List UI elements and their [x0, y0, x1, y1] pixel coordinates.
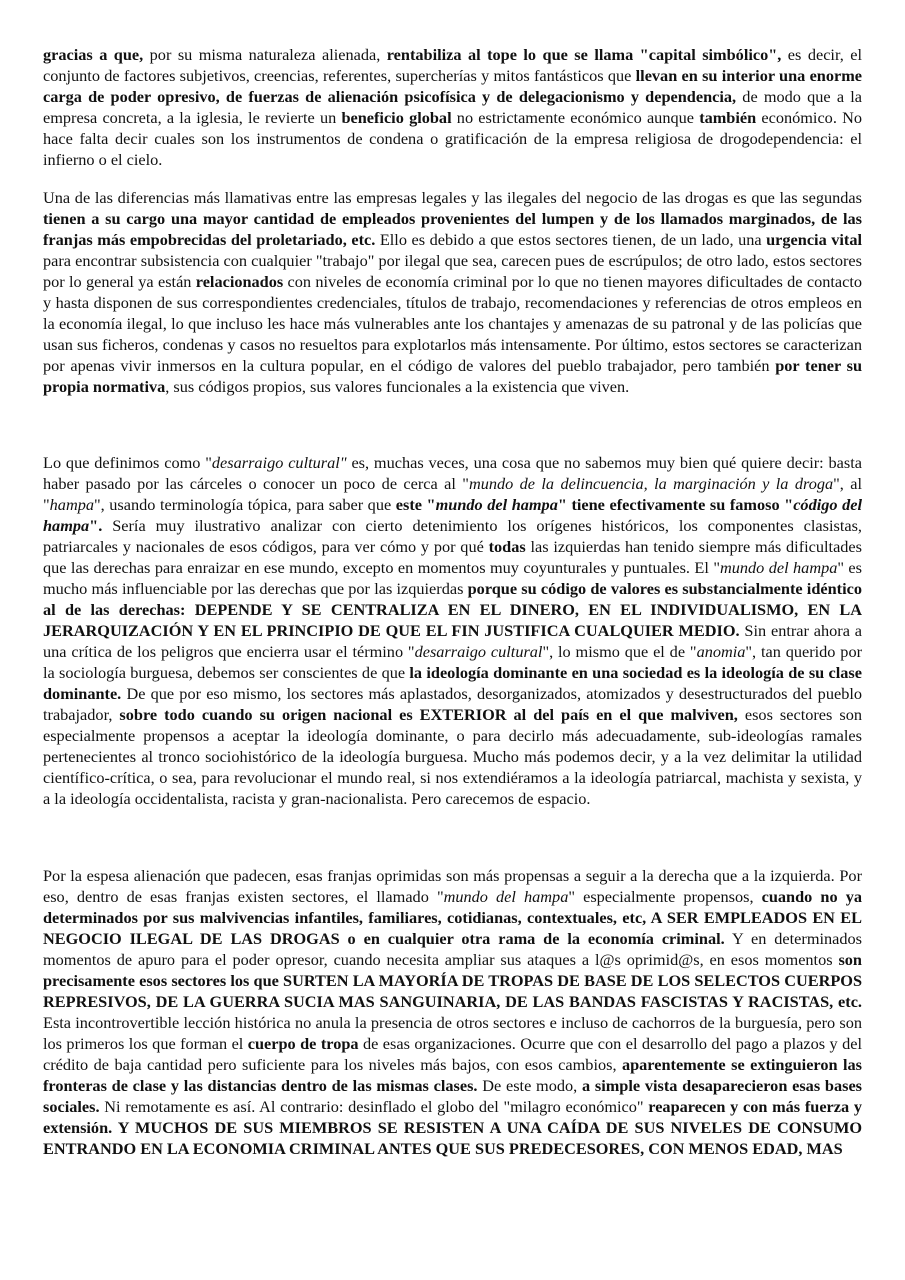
text-run: cuerpo de tropa: [247, 1034, 359, 1053]
text-run: relacionados: [195, 272, 284, 291]
text-run: , sus códigos propios, sus valores funcionales a la existencia que viven.: [165, 377, 630, 396]
text-run: también: [699, 108, 757, 127]
text-run: beneficio global: [341, 108, 452, 127]
text-run: cuando no ya determinados por sus malvivencias infantiles, familiares, cotidianas, contextuales, etc, A SER EMPLEADOS EN EL NEGOCIO ILEGAL DE LAS DROGAS o en cualquier otra rama de la economía criminal.: [43, 887, 862, 948]
text-run: porque su código de valores es substancialmente idéntico al de las derechas: DEPENDE Y SE CENTRALIZA EN EL DINERO, EN EL INDIVIDUALISMO, EN LA JERARQUIZACIÓN Y EN EL PRINCIPIO DE QUE EL FIN JUSTIFICA CUALQUIER MEDIO.: [43, 579, 862, 640]
text-run: para encontrar subsistencia con cualquier "trabajo" por ilegal que sea, carecen pues de escrúpulos; de otro lado, estos sectores por lo general ya están: [43, 251, 862, 291]
text-run: Ello es debido a que estos sectores tienen, de un lado, una: [375, 230, 767, 249]
text-run: " tiene efectivamente su famoso ": [557, 495, 794, 514]
text-run: Ni remotamente es así. Al contrario: desinflado el globo del "milagro económico": [99, 1097, 649, 1116]
text-run: ", al ": [43, 474, 862, 514]
text-run: llevan en su interior una enorme carga de poder opresivo, de fuerzas de alienación psicofísica y de delegacionismo y dependencia,: [43, 66, 863, 106]
text-run: mundo del hampa: [435, 495, 558, 514]
text-run: Y en determinados momentos de apuro para el poder opresor, cuando necesita ampliar sus ataques a l@s oprimid@s, en esos momentos: [43, 929, 862, 969]
text-run: la ideología dominante en una sociedad es la ideología de su clase dominante.: [43, 663, 862, 703]
text-run: todas: [488, 537, 526, 556]
text-run: desarraigo cultural": [211, 453, 347, 472]
text-run: con niveles de economía criminal por lo que no tienen mayores dificultades de contacto y hasta disponen de sus correspondientes credenciales, títulos de trabajo, recomendaciones y referencias de otros empleos en la economía ilegal, lo que incluso les hace más vulnerables ante los chantajes y amenazas de su patronal y de las policías que usan sus ficheros, condenas y casos no resueltos para explotarlos más intensamente. Por último, estos sectores se caracterizan por apenas vivir inmersos en la cultura popular, en el código de valores del pueblo trabajador, pero también: [43, 272, 862, 375]
text-run: económico. No hace falta decir cuales son los instrumentos de condena o gratificación de la empresa religiosa de drogodependencia: el infierno o el cielo.: [43, 108, 862, 169]
text-run: las izquierdas han tenido siempre más dificultades que las derechas para enraizar en ese mundo, excepto en momentos muy coyunturales y puntuales. El ": [43, 537, 862, 577]
text-run: Lo que definimos como ": [43, 453, 212, 472]
text-run: no estrictamente económico aunque: [451, 108, 700, 127]
text-run: hampa: [49, 495, 94, 514]
text-run: Una de las diferencias más llamativas entre las empresas legales y las ilegales del negocio de las drogas es que las segundas: [43, 188, 862, 207]
text-run: De este modo,: [477, 1076, 582, 1095]
text-run: " especialmente propensos,: [568, 887, 762, 906]
paragraph-2: [43, 187, 862, 397]
paragraph-4: [43, 865, 862, 1159]
text-run: Esta incontrovertible lección histórica no anula la presencia de otros sectores e incluso de cachorros de la burguesía, pero son los primeros los que forman el: [43, 1013, 862, 1053]
text-run: por su misma naturaleza alienada,: [143, 45, 387, 64]
text-run: este ": [395, 495, 436, 514]
text-run: tienen a su cargo una mayor cantidad de empleados provenientes del lumpen y de los llamados marginados, de las franjas más empobrecidas del proletariado, etc.: [43, 209, 862, 249]
text-run: reaparecen y con más fuerza y extensión. Y MUCHOS DE SUS MIEMBROS SE RESISTEN A UNA CAÍDA DE SUS NIVELES DE CONSUMO ENTRANDO EN LA ECONOMIA CRIMINAL ANTES QUE SUS PREDECESORES, CON MENOS EDAD, MAS: [43, 1097, 862, 1158]
text-run: ", usando terminología tópica, para saber que: [93, 495, 396, 514]
paragraph-3: [43, 452, 862, 809]
text-run: Sería muy ilustrativo analizar con cierto detenimiento los orígenes históricos, los componentes clasistas, patriarcales y nacionales de esos códigos, para ver cómo y por qué: [43, 516, 862, 556]
text-run: De que por eso mismo, los sectores más aplastados, desorganizados, atomizados y desestructurados del pueblo trabajador,: [43, 684, 862, 724]
text-run: son precisamente esos sectores los que SURTEN LA MAYORÍA DE TROPAS DE BASE DE LOS SELECTOS CUERPOS REPRESIVOS, DE LA GUERRA SUCIA MAS SANGUINARIA, DE LAS BANDAS FASCISTAS Y RACISTAS, etc.: [43, 950, 862, 1011]
text-run: desarraigo cultural: [414, 642, 543, 661]
text-run: ", lo mismo que el de ": [542, 642, 697, 661]
text-run: urgencia vital: [766, 230, 863, 249]
text-run: anomia: [696, 642, 746, 661]
text-run: ", tan querido por la sociología burguesa, debemos ser conscientes de que: [43, 642, 863, 682]
paragraph-1: [43, 44, 862, 170]
text-run: " es mucho más influenciable por las derechas que por las izquierdas: [43, 558, 862, 598]
text-run: por tener su propia normativa: [43, 356, 862, 396]
text-run: de modo que a la empresa concreta, a la iglesia, le revierte un: [43, 87, 862, 127]
text-run: es, muchas veces, una cosa que no sabemos muy bien qué quiere decir: basta haber pasado por las cárceles o conocer un poco de cerca al ": [43, 453, 862, 493]
text-run: ".: [89, 516, 103, 535]
text-run: Por la espesa alienación que padecen, esas franjas oprimidas son más propensas a seguir a la derecha que a la izquierda. Por eso, dentro de esas franjas existen sectores, el llamado ": [43, 866, 862, 906]
text-run: Sin entrar ahora a una crítica de los peligros que encierra usar el término ": [43, 621, 862, 661]
text-run: código del hampa: [43, 495, 862, 535]
text-run: a simple vista desaparecieron esas bases sociales.: [43, 1076, 863, 1116]
text-run: mundo del hampa: [443, 887, 569, 906]
text-run: aparentemente se extinguieron las fronteras de clase y las distancias dentro de las mismas clases.: [43, 1055, 862, 1095]
text-run: esos sectores son especialmente propensos a aceptar la ideología dominante, o para decirlo más adecuadamente, sub-ideologías ramales pertenecientes al tronco sociohistórico de la ideología burguesa. Mucho más podemos decir, y a la vez delimitar la utilidad científico-crítica, o sea, para revolucionar el mundo real, si nos extendiéramos a la ideología patriarcal, machista y sexista, y a la ideología occidentalista, racista y gran-nacionalista. Pero carecemos de espacio.: [43, 705, 862, 808]
text-run: gracias a que,: [43, 45, 144, 64]
text-run: sobre todo cuando su origen nacional es EXTERIOR al del país en el que malviven,: [119, 705, 738, 724]
text-run: mundo de la delincuencia, la marginación y la droga: [468, 474, 834, 493]
text-run: mundo del hampa: [719, 558, 838, 577]
text-run: rentabiliza al tope lo que se llama "capital simbólico",: [386, 45, 782, 64]
text-run: es decir, el conjunto de factores subjetivos, creencias, referentes, supercherías y mitos fantásticos que: [43, 45, 862, 85]
text-run: de esas organizaciones. Ocurre que con el desarrollo del pago a plazos y del crédito de baja cantidad pero suficiente para los niveles más bajos, con esos cambios,: [43, 1034, 863, 1074]
